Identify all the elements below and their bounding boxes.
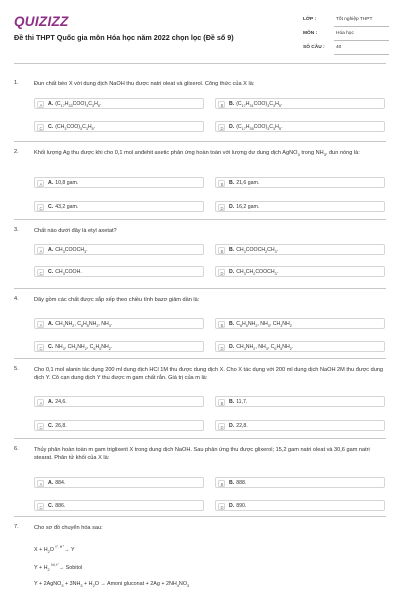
option-letter: D xyxy=(220,345,224,351)
option-text: B. $(C_{17}H_{31}COO)_3C_3H_5$. xyxy=(229,101,283,109)
question-divider xyxy=(14,358,386,359)
question-text: Cho sơ đồ chuyển hóa sau: xyxy=(34,525,103,531)
option-c[interactable] xyxy=(34,201,204,212)
option-text: D. $(C_{17}H_{35}COO)_3C_3H_5$. xyxy=(229,124,283,132)
option-a[interactable] xyxy=(34,396,204,407)
question-number: 6. xyxy=(14,446,19,452)
meta-value: Tốt nghiệp THPT xyxy=(336,17,373,22)
option-text: A. $CH_3NH_2$, $C_6H_5NH_2$, $NH_3$. xyxy=(48,321,113,329)
option-text: B. 11,7. xyxy=(229,399,248,406)
question-divider xyxy=(14,288,386,289)
option-b[interactable] xyxy=(215,396,385,407)
option-letter: A xyxy=(39,102,43,108)
option-letter: C xyxy=(39,205,43,211)
option-letter-box xyxy=(218,204,225,211)
meta-label: LỚP : xyxy=(303,17,317,22)
option-letter: A xyxy=(39,248,43,254)
option-letter-box xyxy=(218,503,225,510)
option-text: C. $CH_3COOH$. xyxy=(48,269,82,277)
option-letter-box xyxy=(218,101,225,108)
question-number: 3. xyxy=(14,227,19,233)
question-number: 5. xyxy=(14,366,19,372)
meta-class xyxy=(303,14,389,28)
option-letter: D xyxy=(220,125,224,131)
meta-underline xyxy=(334,26,389,27)
option-a[interactable] xyxy=(34,177,204,188)
page-title: Đề thi THPT Quốc gia môn Hóa học năm 2022 chọn lọc (Đề số 9) xyxy=(14,33,234,42)
option-letter: B xyxy=(220,248,224,254)
option-letter-box xyxy=(218,180,225,187)
option-text: A. 10,8 gam. xyxy=(48,180,79,187)
option-letter-box xyxy=(218,423,225,430)
option-letter: D xyxy=(220,270,224,276)
option-letter-box xyxy=(37,503,44,510)
option-text: D. 890. xyxy=(229,503,247,510)
option-d[interactable] xyxy=(215,121,385,132)
question-divider xyxy=(14,438,386,439)
option-letter: D xyxy=(220,504,224,510)
header-divider xyxy=(14,63,386,64)
scheme-line: $X + H_2O$ $^{t^\circ, H^+}$→ Y xyxy=(34,545,75,554)
question-text: Cho 0,1 mol alanin tác dụng 200 ml dung dịch HCl 1M thu được dung dịch X. Cho X tác dụng với 200 ml dung dịch NaOH 2M thu được dung dịch Y. Cô cạn dung dịch Y thu được m gam chất rắn. Giá trị của m là: xyxy=(34,367,384,382)
option-letter-box xyxy=(37,204,44,211)
option-letter: A xyxy=(39,481,43,487)
meta-label: SỐ CÂU : xyxy=(303,45,325,50)
option-text: B. $C_6H_5NH_2$, $NH_3$, $CH_3NH_2$ xyxy=(229,321,292,329)
meta-underline xyxy=(334,54,389,55)
meta-subject xyxy=(303,28,389,42)
option-d[interactable] xyxy=(215,341,385,352)
option-b[interactable] xyxy=(215,477,385,488)
option-text: B. 21,6 gam. xyxy=(229,180,260,187)
option-c[interactable] xyxy=(34,420,204,431)
option-d[interactable] xyxy=(215,266,385,277)
option-text: A. 884. xyxy=(48,480,66,487)
question-text: Đun chất béo X với dung dịch NaOH thu được natri oleat và glixerol. Công thức của X là: xyxy=(34,81,255,87)
quizizz-logo: QUIZIZZ xyxy=(14,14,69,29)
option-text: D. $CH_3CH_2COOCH_3$. xyxy=(229,269,279,277)
option-text: D. 22,8. xyxy=(229,423,248,430)
option-text: D. 16,2 gam. xyxy=(229,204,260,211)
option-letter: A xyxy=(39,400,43,406)
option-a[interactable] xyxy=(34,244,204,255)
option-c[interactable] xyxy=(34,266,204,277)
option-letter-box xyxy=(37,399,44,406)
question-number: 2. xyxy=(14,149,19,155)
option-text: C. 43,2 gam. xyxy=(48,204,79,211)
option-a[interactable] xyxy=(34,318,204,329)
option-text: A. $CH_3COOCH_3$. xyxy=(48,247,88,255)
option-letter-box xyxy=(218,344,225,351)
meta-count xyxy=(303,42,389,56)
question-text: Chất nào dưới đây là etyl axetat? xyxy=(34,228,117,234)
option-letter-box xyxy=(218,399,225,406)
option-letter: B xyxy=(220,102,224,108)
option-letter: D xyxy=(220,424,224,430)
option-letter: C xyxy=(39,424,43,430)
question-number: 7. xyxy=(14,524,19,530)
option-letter: A xyxy=(39,181,43,187)
option-text: B. 888. xyxy=(229,480,247,487)
option-letter: C xyxy=(39,270,43,276)
option-text: C. 886. xyxy=(48,503,66,510)
option-letter-box xyxy=(218,124,225,131)
question-number: 1. xyxy=(14,80,19,86)
option-letter-box xyxy=(37,344,44,351)
option-c[interactable] xyxy=(34,121,204,132)
option-letter: B xyxy=(220,322,224,328)
option-letter-box xyxy=(37,180,44,187)
meta-value: Hóa học xyxy=(336,31,354,36)
option-letter: D xyxy=(220,205,224,211)
option-text: A. $(C_{17}H_{33}COO)_3C_3H_5$. xyxy=(48,101,102,109)
question-divider xyxy=(14,219,386,220)
option-letter: C xyxy=(39,504,43,510)
option-d[interactable] xyxy=(215,420,385,431)
question-text: Thủy phân hoàn toàn m gam triglixerit X trong dung dịch NaOH. Sau phản ứng thu được glixerol; 15,2 gam natri oleat và 30,6 gam natri stearat. Phân tử khối của X là: xyxy=(34,447,370,462)
scheme-line: Y + 2AgNO$_3$ + $3NH_3 + H_2O$ → Amoni gluconat + $2Ag + 2NH_4NO_3$ xyxy=(34,581,190,589)
option-d[interactable] xyxy=(215,500,385,511)
option-c[interactable] xyxy=(34,341,204,352)
option-letter-box xyxy=(37,269,44,276)
option-letter-box xyxy=(218,321,225,328)
question-number: 4. xyxy=(14,296,19,302)
option-letter-box xyxy=(218,269,225,276)
option-b[interactable] xyxy=(215,177,385,188)
option-letter: B xyxy=(220,181,224,187)
option-b[interactable] xyxy=(215,244,385,255)
option-letter-box xyxy=(37,423,44,430)
scheme-line: $Y + H_2$ $^{Ni, t^\circ}$→ Sobitol xyxy=(34,563,83,572)
meta-value: 40 xyxy=(336,45,342,50)
option-text: D. $CH_3NH_2$, $NH_3$, $C_6H_5NH_2$. xyxy=(229,344,294,352)
option-letter: B xyxy=(220,400,224,406)
meta-label: MÔN : xyxy=(303,31,318,36)
option-letter-box xyxy=(37,247,44,254)
option-text: A. 24,6. xyxy=(48,399,67,406)
option-letter-box xyxy=(218,247,225,254)
option-b[interactable] xyxy=(215,318,385,329)
option-a[interactable] xyxy=(34,98,204,109)
option-text: C. $(CH_3COO)_3C_3H_5$. xyxy=(48,124,96,132)
option-letter: C xyxy=(39,345,43,351)
option-letter-box xyxy=(37,124,44,131)
option-letter-box xyxy=(37,321,44,328)
option-letter: C xyxy=(39,125,43,131)
option-c[interactable] xyxy=(34,500,204,511)
option-d[interactable] xyxy=(215,201,385,212)
option-text: B. $CH_3COOCH_2CH_3$. xyxy=(229,247,279,255)
question-text: Dãy gồm các chất được sắp xếp theo chiều tính bazơ giảm dần là: xyxy=(34,297,200,303)
option-letter-box xyxy=(37,101,44,108)
option-a[interactable] xyxy=(34,477,204,488)
option-text: C. 26,8. xyxy=(48,423,67,430)
meta-underline xyxy=(334,40,389,41)
option-text: C. $NH_3$, $CH_3NH_2$, $C_6H_5NH_2$. xyxy=(48,344,113,352)
option-letter-box xyxy=(37,480,44,487)
question-text: Khối lượng Ag thu được khi cho 0,1 mol anđehit axetic phản ứng hoàn toàn với lượng dư dung dịch AgNO$_3$ trong $NH_3$, đun nóng là: xyxy=(34,150,360,158)
question-divider xyxy=(14,516,386,517)
question-divider xyxy=(14,141,386,142)
option-b[interactable] xyxy=(215,98,385,109)
option-letter: A xyxy=(39,322,43,328)
option-letter: B xyxy=(220,481,224,487)
option-letter-box xyxy=(218,480,225,487)
